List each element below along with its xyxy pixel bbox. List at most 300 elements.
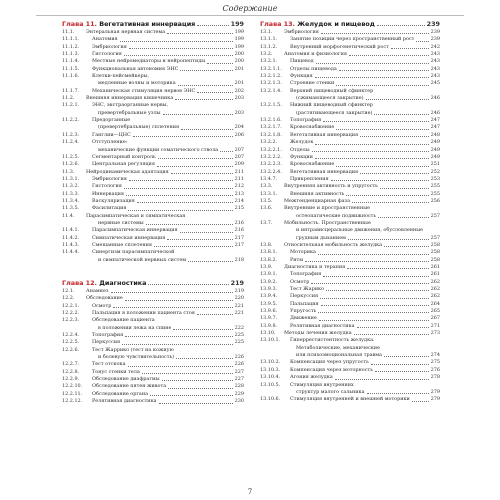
entry-page: 242 [430, 43, 440, 50]
entry-page: 246 [430, 95, 440, 102]
entry-page: 212 [234, 183, 244, 190]
entry-page: 219 [234, 288, 244, 294]
entry-page: 214 [234, 197, 244, 204]
entry-page: 249 [430, 153, 440, 160]
toc-entry [62, 339, 244, 346]
entry-page: 203 [234, 109, 244, 116]
entry-number: 12.2.1. [62, 302, 80, 309]
toc-entry [62, 176, 244, 183]
toc-entry [62, 310, 244, 317]
entry-number: 11.3.2. [62, 183, 80, 190]
toc-entry [62, 249, 244, 256]
entry-page: 229 [234, 390, 244, 397]
toc-entry [260, 95, 440, 102]
entry-page: 265 [430, 308, 440, 315]
entry-title: Кровоснабжение [290, 124, 335, 131]
entry-title: Строение стенки [290, 80, 335, 87]
leader-dots [366, 99, 429, 100]
entry-number: 13.2.1.3. [260, 80, 282, 87]
leader-dots [133, 136, 233, 137]
toc-entry [62, 161, 244, 168]
toc-entry [260, 227, 440, 234]
entry-number: 13.2.1.2. [260, 73, 282, 80]
toc-entry [62, 198, 244, 205]
toc-entry [62, 51, 244, 58]
leader-dots [321, 305, 429, 306]
toc-entry [260, 73, 440, 80]
toc-entry [260, 110, 440, 117]
entry-page: 267 [430, 315, 440, 322]
entry-page: 226 [234, 354, 244, 361]
leader-dots [126, 195, 233, 196]
entry-page: 201 [234, 80, 244, 87]
toc-entry [260, 124, 440, 131]
leader-dots [391, 48, 429, 49]
entry-page: 248 [430, 131, 440, 138]
entry-title: Компенсация через моторность [290, 366, 373, 373]
leader-dots [336, 85, 428, 86]
toc-column-right [260, 19, 440, 404]
entry-title: Обследование пациента [92, 317, 155, 324]
entry-page: 262 [430, 278, 440, 285]
entry-title: Функциональная автономия ЭНС [92, 65, 179, 72]
toc-entry [260, 220, 440, 227]
leader-dots [154, 246, 233, 247]
entry-number: 11.4.2. [62, 234, 80, 241]
entry-page: 216 [234, 219, 244, 226]
entry-number: 13.10.1. [260, 337, 281, 344]
header-rule [36, 15, 464, 16]
entry-page: 262 [430, 286, 440, 293]
leader-dots [176, 358, 233, 359]
entry-number: 12.2.3. [62, 317, 80, 324]
toc-entry [62, 44, 244, 51]
entry-title: грудным дыханием [296, 234, 346, 241]
entry-number: 13.10.4. [260, 374, 281, 381]
entry-title: Функция [290, 73, 313, 80]
toc-column-left [62, 19, 244, 406]
toc-entry [260, 29, 440, 36]
toc-entry [260, 279, 440, 286]
entry-title: Релятивная диагностика [290, 322, 355, 329]
toc-entry [260, 359, 440, 366]
toc-entry [260, 323, 440, 330]
leader-dots [173, 329, 232, 330]
leader-dots [348, 239, 429, 240]
entry-page: 227 [234, 368, 244, 375]
entry-title: Смешанные сплетения [92, 241, 152, 248]
leader-dots [120, 41, 233, 42]
entry-number: 11.2.5. [62, 153, 80, 160]
entry-title: Тест Жарико [290, 286, 324, 293]
toc-entry [260, 102, 440, 109]
toc-entry [62, 347, 244, 354]
entry-number: 11.3. [62, 168, 75, 175]
entry-number: 11.1.6. [62, 73, 80, 80]
leader-dots [171, 173, 233, 174]
entry-title: Нижний пищеводный сфинктер [290, 102, 373, 109]
entry-page: 261 [430, 271, 440, 278]
toc-entry [62, 183, 244, 190]
toc-entry [260, 44, 440, 51]
leader-dots [380, 188, 429, 189]
entry-page: 217 [234, 241, 244, 248]
entry-title: или психоэмоциональная травма [296, 352, 382, 359]
toc-entry [260, 286, 440, 293]
entry-number: 13.9.1. [260, 271, 278, 278]
entry-page: 255 [430, 183, 440, 190]
entry-number: 13.2. [260, 51, 273, 58]
entry-title: и симпатической нервных систем [98, 256, 187, 263]
entry-page: 276 [430, 366, 440, 373]
entry-title: Прикрепления [290, 175, 329, 182]
leader-dots [354, 334, 429, 335]
entry-number: 12.2.12. [62, 398, 83, 405]
entry-number: 13.8. [260, 241, 273, 248]
entry-number: 13.10.2. [260, 359, 281, 366]
leader-dots [323, 276, 428, 277]
leader-dots [352, 202, 429, 203]
entry-page: 252 [430, 168, 440, 175]
toc-entry [260, 191, 440, 198]
leader-dots [326, 290, 429, 291]
toc-entry [62, 325, 244, 332]
toc-entry [62, 117, 244, 124]
entry-page: 243 [430, 51, 440, 58]
entry-title: медленные волны и моторика [98, 80, 176, 87]
entry-title: Стимуляция внутренней и внешней моторики [290, 396, 410, 403]
entry-title: Внутренние и пространственные [284, 205, 370, 212]
entry-page: 261 [430, 264, 440, 270]
entry-title: Анамнез [86, 288, 109, 294]
leader-dots [347, 268, 428, 269]
entry-page: 243 [430, 58, 440, 65]
entry-number: 11.1.4. [62, 58, 80, 65]
leader-dots [346, 195, 428, 196]
entry-page: 228 [234, 383, 244, 390]
entry-title: Энтеральная нервная система [86, 29, 166, 35]
entry-title: Фасилитация [92, 205, 127, 212]
entry-number: 13.9.6. [260, 308, 278, 315]
entry-number: 13.10.5. [260, 381, 281, 388]
entry-number: 13.2.2.2. [260, 153, 282, 160]
leader-dots [197, 25, 228, 26]
toc-entry [62, 58, 244, 65]
entry-page: 225 [234, 339, 244, 346]
entry-page: 203 [234, 95, 244, 102]
leader-dots [128, 366, 233, 367]
toc-entry [62, 235, 244, 242]
leader-dots [371, 364, 429, 365]
toc-entry [62, 205, 244, 212]
entry-number: 11.4.1. [62, 227, 80, 234]
entry-number: 13.8.1. [260, 249, 278, 256]
leader-dots [412, 401, 429, 402]
entry-page: 239 [430, 36, 440, 43]
leader-dots [180, 232, 233, 233]
leader-dots [378, 217, 429, 218]
leader-dots [168, 388, 233, 389]
entry-number: 13.2.1.6. [260, 117, 282, 124]
entry-page: 262 [430, 293, 440, 300]
leader-dots [197, 92, 232, 93]
entry-page: 204 [234, 124, 244, 131]
toc-entry [260, 257, 440, 264]
entry-page: 275 [430, 359, 440, 366]
entry-title: в положении лежа на спине [98, 324, 172, 331]
toc-entry [260, 382, 440, 389]
leader-dots [315, 158, 429, 159]
entry-title: Упругость [290, 308, 317, 315]
leader-dots [124, 55, 233, 56]
entry-page: 216 [234, 227, 244, 234]
entry-page: 245 [430, 80, 440, 87]
entry-title: Функции [290, 153, 313, 160]
chapter-title: Желудок и пищевод [297, 20, 375, 28]
leader-dots [162, 380, 233, 381]
entry-page: 249 [430, 146, 440, 153]
entry-title: Сегментарный контроль [92, 153, 156, 160]
entry-page: 247 [430, 124, 440, 131]
entry-title: превертебральные узлы [98, 109, 161, 116]
entry-title: Тонус стенки тела [92, 368, 140, 375]
entry-title: Стимуляция внутренних [290, 381, 354, 388]
entry-page: 220 [234, 295, 244, 302]
toc-entry [260, 330, 440, 337]
toc-entry [260, 132, 440, 139]
entry-number: 13.9.5. [260, 300, 278, 307]
entry-page: 274 [430, 352, 440, 359]
entry-page: 199 [234, 43, 244, 50]
entry-title: Гистология [92, 183, 122, 190]
entry-title: Перкуссия [92, 339, 121, 346]
toc-entry [260, 36, 440, 43]
leader-dots [167, 239, 232, 240]
leader-dots [146, 224, 233, 225]
leader-dots [384, 246, 429, 247]
entry-page: 225 [234, 332, 244, 339]
leader-dots [137, 202, 233, 203]
entry-title: Местные нейромедиаторы и нейропептиды [92, 58, 206, 65]
toc-entry [62, 376, 244, 383]
entry-number: 12.2.9. [62, 376, 80, 383]
toc-entry [260, 396, 440, 403]
entry-page: 200 [234, 51, 244, 58]
entry-number: 13.3.1. [260, 190, 278, 197]
entry-number: 12.2.7. [62, 361, 80, 368]
entry-page: 251 [430, 161, 440, 168]
entry-title: структур малого сальника [296, 388, 365, 395]
entry-title: Обследование диафрагмы [92, 376, 160, 383]
toc-entry [260, 58, 440, 65]
entry-title: Ганглии—ЦНС [92, 131, 131, 138]
toc-entry [62, 257, 244, 264]
toc-entry [62, 227, 244, 234]
entry-page: 243 [430, 73, 440, 80]
leader-dots [320, 298, 429, 299]
entry-title: Внешняя активность [290, 190, 345, 197]
entry-page: 246 [430, 109, 440, 116]
entry-number: 11.1.2. [62, 43, 80, 50]
entry-number: 12.2.10. [62, 383, 83, 390]
entry-title: Метаболические, механические [296, 344, 380, 351]
chapter-label: Глава 11. [62, 20, 97, 28]
toc-entry [260, 242, 440, 249]
toc-entry [62, 132, 244, 139]
leader-dots [113, 307, 232, 308]
chapter-title: Диагностика [99, 279, 147, 287]
toc-entry [62, 332, 244, 339]
leader-dots [377, 25, 425, 26]
entry-page: 226 [234, 361, 244, 368]
entry-page: 279 [430, 388, 440, 395]
toc-entry [260, 301, 440, 308]
entry-number: 13.7. [260, 219, 273, 226]
entry-page: 249 [430, 139, 440, 146]
toc-entry [260, 249, 440, 256]
entry-title: Перкуссия [290, 293, 319, 300]
entry-title: Эмбриология [92, 43, 127, 50]
leader-dots [336, 166, 428, 167]
leader-dots [178, 85, 233, 86]
toc-entry [260, 235, 440, 242]
entry-title: Межтенденциарная фаза [284, 197, 351, 204]
toc-entry [260, 337, 440, 344]
entry-number: 12.1. [62, 288, 75, 294]
entry-number: 13.2.1.4. [260, 87, 282, 94]
toc-entry [260, 352, 440, 359]
toc-entry [62, 354, 244, 361]
entry-number: 11.2. [62, 95, 75, 102]
leader-dots [207, 63, 233, 64]
entry-title: ЭНС, экстраорганные нервы, [92, 102, 169, 109]
entry-page: 256 [430, 197, 440, 204]
entry-number: 13.9.3. [260, 286, 278, 293]
entry-number: 11.3.4. [62, 197, 80, 204]
chapter-heading [62, 278, 244, 287]
entry-number: 12.2.2. [62, 310, 80, 317]
entry-title: Внешняя иннервация кишечника [86, 95, 174, 102]
entry-title: Методы лечения желудка [284, 330, 352, 337]
toc-entry [62, 88, 244, 95]
toc-entry [62, 66, 244, 73]
entry-number: 13.6. [260, 205, 273, 212]
entry-page: 264 [430, 300, 440, 307]
leader-dots [416, 41, 428, 42]
toc-entry [260, 367, 440, 374]
entry-title: Синергизм парасимпатической [92, 249, 175, 256]
entry-number: 11.3.1. [62, 175, 80, 182]
entry-number: 11.2.3. [62, 131, 80, 138]
leader-dots [159, 403, 233, 404]
toc-entry [260, 293, 440, 300]
entry-title: Нейродинамическая адаптация [86, 168, 169, 175]
leader-dots [349, 55, 429, 56]
leader-dots [129, 180, 233, 181]
entry-title: Эмбриология [284, 29, 319, 35]
entry-page: 258 [430, 249, 440, 256]
entry-title: Относительная мобильность желудка [284, 241, 383, 248]
entry-number: 13.1.1. [260, 36, 278, 43]
toc-entry [62, 303, 244, 310]
leader-dots [175, 99, 232, 100]
entry-number: 13.10.6. [260, 396, 281, 403]
entry-title: Симпатическая иннервация [92, 234, 166, 241]
entry-number: 11.1. [62, 29, 75, 35]
leader-dots [124, 188, 233, 189]
entry-title: Васкуляризация [92, 197, 135, 204]
entry-number: 13.2.1. [260, 58, 278, 65]
entry-title: Вегетативная иннервация [290, 131, 359, 138]
entry-number: 12.2.11. [62, 390, 83, 397]
entry-page: 243 [430, 65, 440, 72]
toc-entry [62, 295, 244, 302]
toc-entry [260, 139, 440, 146]
toc-entry [260, 161, 440, 168]
toc-entry [260, 198, 440, 205]
entry-title: (превертебральные) сплетения [98, 124, 180, 131]
chapter-title: Вегетативная иннервация [99, 20, 196, 28]
toc-entry [260, 213, 440, 220]
toc-entry [62, 288, 244, 295]
leader-dots [111, 292, 233, 293]
entry-page: 253 [430, 175, 440, 182]
entry-number: 11.2.2. [62, 117, 80, 124]
entry-title: Пальпация в положении пациента стоя [92, 310, 195, 317]
leader-dots [384, 356, 429, 357]
entry-title: Пищевод [290, 58, 314, 65]
toc-entry [260, 345, 440, 352]
entry-title: Центральная регуляция [92, 161, 155, 168]
leader-dots [316, 63, 429, 64]
entry-title: и интрависцеральные движения, обусловленные [296, 227, 424, 234]
leader-dots [323, 121, 428, 122]
entry-number: 11.2.6. [62, 161, 80, 168]
entry-page: 211 [234, 175, 244, 182]
entry-page: 258 [430, 241, 440, 248]
entry-number: 13.9. [260, 264, 273, 270]
entry-title: Анатомия и физиология [284, 51, 347, 58]
leader-dots [357, 327, 429, 328]
leader-dots [125, 300, 233, 301]
entry-title: Иннервация [92, 190, 124, 197]
entry-page: 247 [430, 117, 440, 124]
entry-title: Моторика [290, 249, 316, 256]
toc-entry [62, 391, 244, 398]
leader-dots [315, 77, 429, 78]
entry-title: нервные системы [98, 219, 144, 226]
toc-entry [62, 242, 244, 249]
entry-title: Осмотр [92, 302, 112, 309]
entry-page: 218 [234, 256, 244, 263]
toc-entry [260, 88, 440, 95]
leader-dots [122, 344, 233, 345]
entry-page: 271 [430, 322, 440, 329]
entry-title: механические функции соматического ствола [98, 146, 219, 153]
page-number: 7 [247, 488, 253, 496]
toc-entry [62, 102, 244, 109]
leader-dots [220, 151, 232, 152]
entry-number: 11.4.3. [62, 241, 80, 248]
toc-entry [62, 95, 244, 102]
entry-page: 209 [234, 161, 244, 168]
entry-page: 213 [234, 190, 244, 197]
entry-number: 11.2.1. [62, 102, 80, 109]
toc-entry [260, 205, 440, 212]
leader-dots [148, 284, 228, 285]
entry-title: Гистология [92, 51, 122, 58]
toc-entry [260, 66, 440, 73]
